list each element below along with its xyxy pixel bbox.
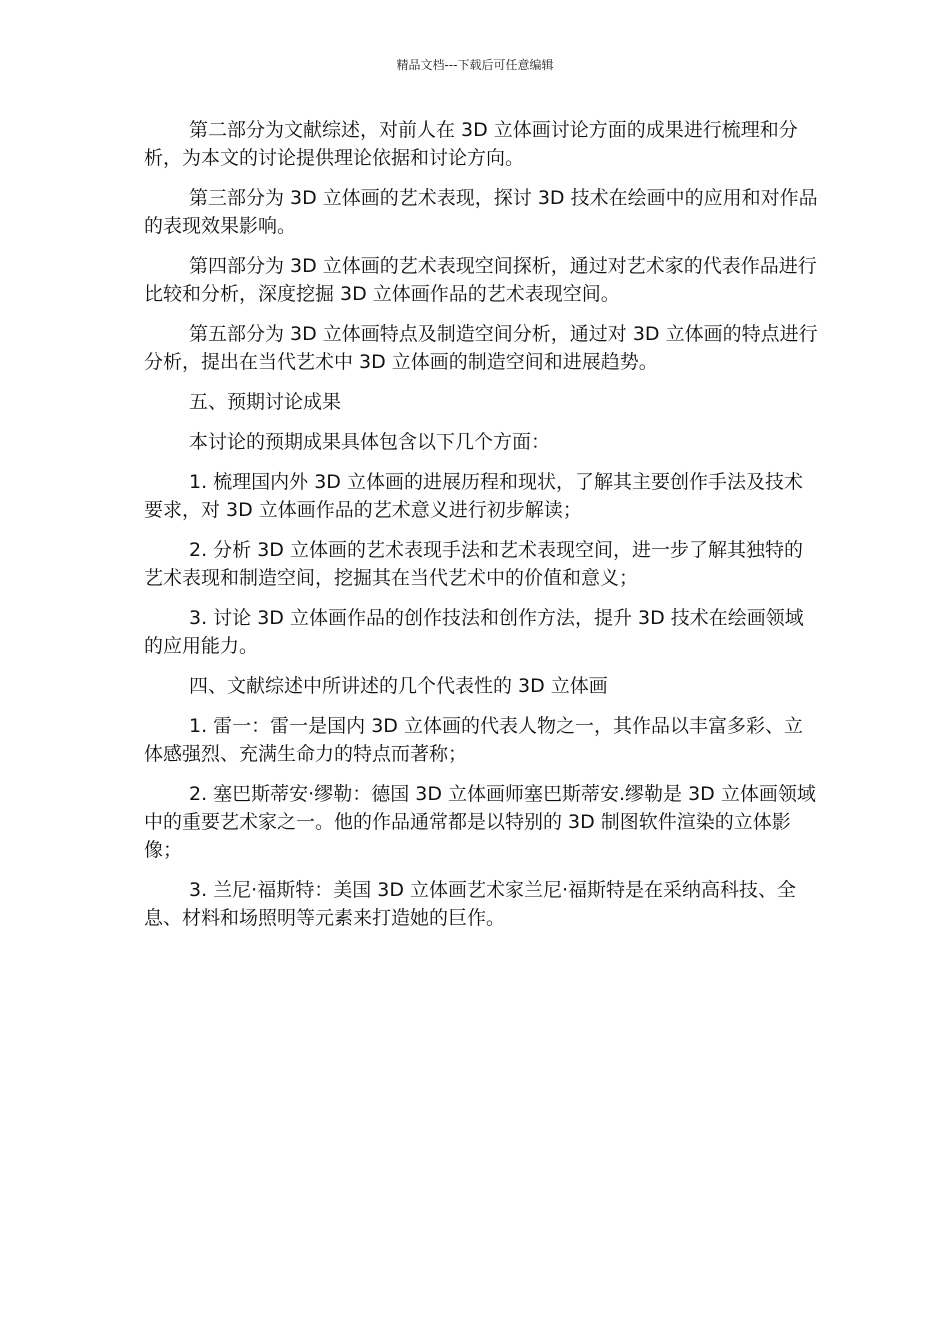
list-item-result-3: 3. 讨论 3D 立体画作品的创作技法和创作方法，提升 3D 技术在绘画领域的应用能力。 (144, 607, 804, 657)
heading-literature-examples: 四、文献综述中所讲述的几个代表性的 3D 立体画 (189, 675, 608, 697)
list-item-artist-2: 2. 塞巴斯蒂安·缪勒：德国 3D 立体画师塞巴斯蒂安.缪勒是 3D 立体画领域中的重要艺术家之一。他的作品通常都是以特别的 3D 制图软件渲染的立体影像； (144, 783, 816, 861)
document-body (144, 116, 820, 944)
page-header: 精品文档---下载后可任意编辑 (396, 58, 554, 72)
heading-expected-results: 五、预期讨论成果 (189, 391, 342, 413)
paragraph-section-two: 第二部分为文献综述，对前人在 3D 立体画讨论方面的成果进行梳理和分析，为本文的讨论提供理论依据和讨论方向。 (144, 119, 798, 169)
list-item-result-2: 2. 分析 3D 立体画的艺术表现手法和艺术表现空间，进一步了解其独特的艺术表现和制造空间，挖掘其在当代艺术中的价值和意义； (144, 539, 803, 589)
paragraph-results-intro: 本讨论的预期成果具体包含以下几个方面： (189, 431, 551, 453)
paragraph-section-five: 第五部分为 3D 立体画特点及制造空间分析，通过对 3D 立体画的特点进行分析，提出在当代艺术中 3D 立体画的制造空间和进展趋势。 (144, 323, 818, 373)
list-item-result-1: 1. 梳理国内外 3D 立体画的进展历程和现状，了解其主要创作手法及技术要求，对 3D 立体画作品的艺术意义进行初步解读； (144, 471, 803, 521)
list-item-artist-3: 3. 兰尼·福斯特：美国 3D 立体画艺术家兰尼·福斯特是在采纳高科技、全息、材料和场照明等元素来打造她的巨作。 (144, 879, 797, 929)
list-item-artist-1: 1. 雷一：雷一是国内 3D 立体画的代表人物之一，其作品以丰富多彩、立体感强烈、充满生命力的特点而著称； (144, 715, 803, 765)
paragraph-section-four: 第四部分为 3D 立体画的艺术表现空间探析，通过对艺术家的代表作品进行比较和分析，深度挖掘 3D 立体画作品的艺术表现空间。 (144, 255, 817, 305)
paragraph-section-three: 第三部分为 3D 立体画的艺术表现，探讨 3D 技术在绘画中的应用和对作品的表现效果影响。 (144, 187, 818, 237)
